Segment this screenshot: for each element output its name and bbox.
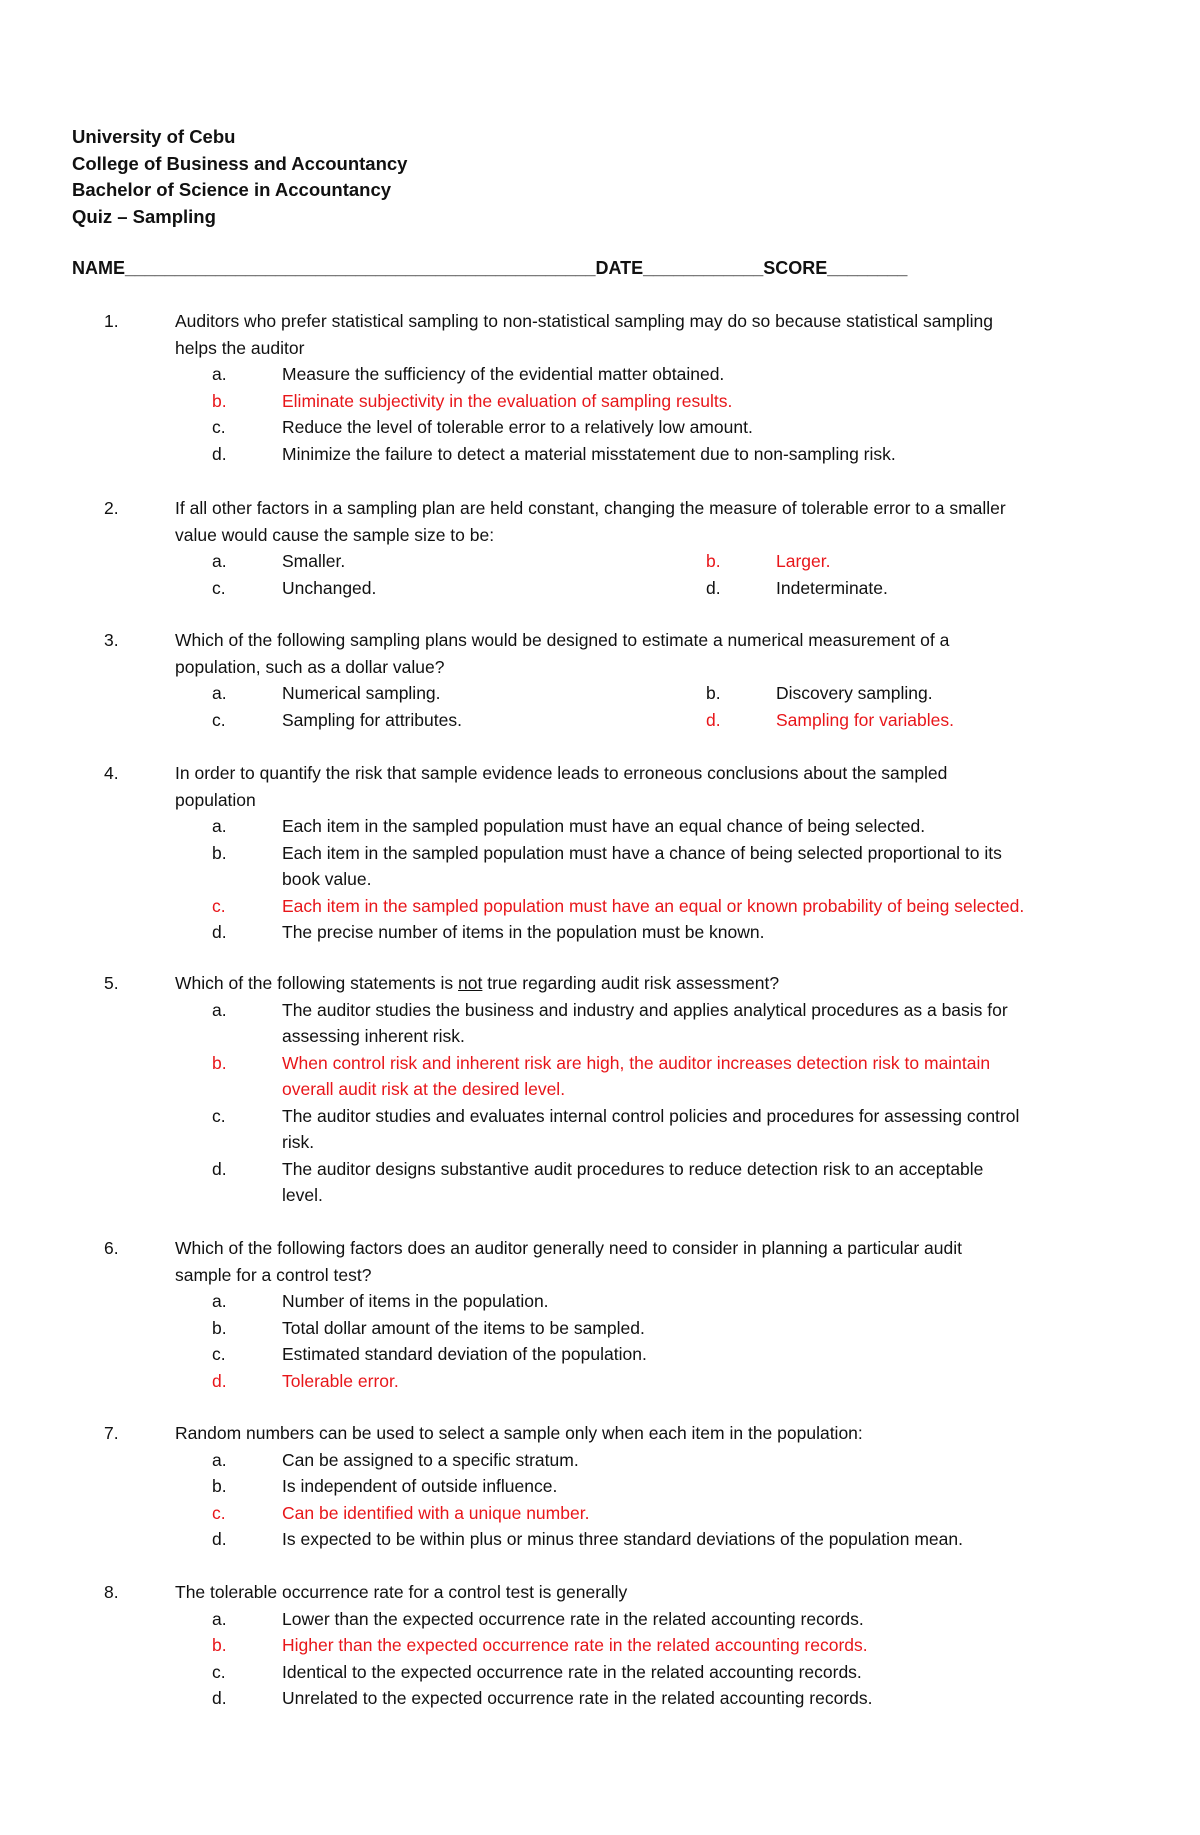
choice-d [0, 1156, 1200, 1183]
choice-c [0, 1341, 1200, 1368]
name-date-score-line: NAME_______________________________________________DATE____________SCORE________ [72, 258, 908, 278]
choice-b-text-continued: overall audit risk at the desired level. [282, 1079, 566, 1099]
document-header [72, 124, 407, 230]
choice-text: Each item in the sampled population must have a chance of being selected proportional to its [282, 842, 1002, 863]
choice-b-letter-answer: b. [706, 551, 721, 571]
choice-text: Identical to the expected occurrence rate in the related accounting records. [282, 1661, 862, 1682]
choice-d-text-answer: Sampling for variables. [776, 709, 954, 730]
question-text-continued: value would cause the sample size to be: [175, 524, 495, 545]
choice-text: The auditor studies the business and industry and applies analytical procedures as a basis for [282, 999, 1008, 1020]
program-name: Bachelor of Science in Accountancy [72, 179, 392, 200]
choice-letter: c. [212, 1502, 226, 1523]
question-5 [0, 970, 1200, 1209]
choice-d-letter-answer: d. [706, 709, 721, 730]
question-2 [0, 495, 1200, 601]
choice-b-answer [0, 1050, 1200, 1077]
question-text-continued: sample for a control test? [175, 1264, 372, 1285]
college-name: College of Business and Accountancy [72, 152, 408, 174]
question-text-continued: population, such as a dollar value? [175, 656, 445, 677]
choice-text: Eliminate subjectivity in the evaluation of sampling results. [282, 390, 733, 411]
quiz-title: Quiz – Sampling [72, 205, 216, 227]
question-text-part: true regarding audit risk assessment? [482, 973, 780, 993]
choice-c [0, 414, 1200, 441]
choice-text: Reduce the level of tolerable error to a relatively low amount. [282, 417, 753, 437]
choice-letter: c. [212, 417, 226, 437]
choice-text: Tolerable error. [282, 1370, 399, 1391]
question-text: In order to quantify the risk that sample evidence leads to erroneous conclusions about the sampled [175, 763, 948, 783]
question-number: 4. [104, 763, 119, 783]
choice-c-text-continued: risk. [282, 1132, 315, 1152]
question-number: 1. [104, 311, 119, 331]
choice-text: Measure the sufficiency of the evidential matter obtained. [282, 364, 725, 384]
choice-letter: a. [212, 364, 227, 384]
choice-c-letter: c. [212, 709, 226, 730]
choice-d-answer [0, 1368, 1200, 1395]
choice-c-text: Sampling for attributes. [282, 709, 462, 730]
university-name: University of Cebu [72, 126, 236, 147]
choice-text: The auditor designs substantive audit procedures to reduce detection risk to an acceptable [282, 1158, 984, 1179]
choice-b-text-answer: Larger. [776, 551, 831, 571]
choice-b-text-continued: book value. [282, 869, 372, 889]
question-text: Random numbers can be used to select a sample only when each item in the population: [175, 1423, 863, 1443]
choice-text: The auditor studies and evaluates internal control policies and procedures for assessing control [282, 1105, 1020, 1126]
question-text: Which of the following factors does an auditor generally need to consider in planning a particular audit [175, 1238, 963, 1258]
choice-letter: d. [212, 1688, 227, 1708]
choice-letter: b. [212, 1635, 227, 1655]
question-text: Which of the following sampling plans would be designed to estimate a numerical measurement of a [175, 630, 950, 650]
choice-letter: b. [212, 1052, 227, 1073]
choice-letter: c. [212, 1105, 226, 1126]
question-text: The tolerable occurrence rate for a control test is generally [175, 1582, 628, 1602]
question-text: If all other factors in a sampling plan are held constant, changing the measure of tolerable error to a smaller [175, 498, 1006, 518]
question-number: 5. [104, 973, 119, 993]
choice-letter: a. [212, 1291, 227, 1311]
choice-c-letter: c. [212, 577, 226, 598]
question-number: 6. [104, 1238, 119, 1258]
choice-text: Can be identified with a unique number. [282, 1502, 590, 1523]
choice-a [0, 1447, 1200, 1474]
choice-letter: d. [212, 922, 227, 942]
choice-a [0, 361, 1200, 388]
question-text-part: Which of the following statements is [175, 973, 459, 993]
choice-a-letter: a. [212, 683, 227, 703]
choice-c-answer [0, 1500, 1200, 1527]
choice-letter: b. [212, 1317, 227, 1338]
choice-c-answer [0, 893, 1200, 920]
choice-letter: c. [212, 895, 226, 916]
question-number: 3. [104, 630, 119, 650]
choice-b-text: Discovery sampling. [776, 683, 933, 703]
question-text [175, 970, 779, 997]
choice-letter: c. [212, 1661, 226, 1682]
choice-b [0, 840, 1200, 867]
choice-letter: d. [212, 1529, 227, 1549]
choice-letter: b. [212, 390, 227, 411]
choice-text: Is expected to be within plus or minus three standard deviations of the population mean. [282, 1529, 963, 1549]
choice-a-text-continued: assessing inherent risk. [282, 1026, 465, 1046]
choice-text: Lower than the expected occurrence rate in the related accounting records. [282, 1608, 864, 1629]
question-7 [0, 1420, 1200, 1553]
question-3 [0, 627, 1200, 733]
choice-b-letter: b. [706, 683, 721, 703]
choice-text: The precise number of items in the population must be known. [282, 922, 765, 942]
choice-b-answer [0, 388, 1200, 415]
underlined-word: not [458, 973, 483, 993]
choice-text: Each item in the sampled population must have an equal or known probability of being selected. [282, 895, 1025, 916]
choice-letter: a. [212, 1608, 227, 1629]
choice-letter: b. [212, 1476, 227, 1496]
choice-a-letter: a. [212, 551, 227, 571]
question-number: 7. [104, 1423, 119, 1443]
choice-letter: a. [212, 999, 227, 1020]
choice-c [0, 1103, 1200, 1130]
choice-a [0, 997, 1200, 1024]
choice-d [0, 1685, 1200, 1712]
choice-c [0, 1659, 1200, 1686]
question-8 [0, 1579, 1200, 1712]
question-4 [0, 760, 1200, 946]
choice-text: Total dollar amount of the items to be sampled. [282, 1317, 645, 1338]
choice-d [0, 441, 1200, 468]
choice-text: When control risk and inherent risk are high, the auditor increases detection risk to maintain [282, 1052, 991, 1073]
choice-letter: b. [212, 842, 227, 863]
choice-text: Number of items in the population. [282, 1291, 549, 1311]
question-text-continued: population [175, 789, 256, 810]
question-text-continued: helps the auditor [175, 337, 305, 358]
choice-text: Estimated standard deviation of the population. [282, 1344, 647, 1364]
question-text: Auditors who prefer statistical sampling to non-statistical sampling may do so because statistical sampling [175, 311, 994, 331]
choice-text: Minimize the failure to detect a material misstatement due to non-sampling risk. [282, 443, 896, 464]
choice-a-text: Numerical sampling. [282, 683, 441, 703]
choice-d [0, 919, 1200, 946]
choice-d-text: Indeterminate. [776, 577, 888, 598]
choice-b-answer [0, 1632, 1200, 1659]
choice-a [0, 1606, 1200, 1633]
choice-c-text: Unchanged. [282, 577, 377, 598]
choice-b [0, 1473, 1200, 1500]
question-1 [0, 308, 1200, 467]
question-number: 2. [104, 498, 119, 518]
choice-d-letter: d. [706, 577, 721, 598]
choice-text: Each item in the sampled population must have an equal chance of being selected. [282, 816, 926, 836]
question-6 [0, 1235, 1200, 1394]
choice-letter: a. [212, 816, 227, 836]
choice-letter: d. [212, 443, 227, 464]
choice-b [0, 1315, 1200, 1342]
choice-text: Can be assigned to a specific stratum. [282, 1449, 579, 1470]
choice-a [0, 1288, 1200, 1315]
question-number: 8. [104, 1582, 119, 1602]
choice-letter: a. [212, 1449, 227, 1470]
choice-letter: d. [212, 1370, 227, 1391]
choice-letter: d. [212, 1158, 227, 1179]
choice-letter: c. [212, 1344, 226, 1364]
choice-text: Is independent of outside influence. [282, 1476, 558, 1496]
choice-a-text: Smaller. [282, 551, 346, 571]
choice-a [0, 813, 1200, 840]
choice-d-text-continued: level. [282, 1185, 323, 1205]
choice-text: Higher than the expected occurrence rate in the related accounting records. [282, 1635, 868, 1655]
choice-text: Unrelated to the expected occurrence rate in the related accounting records. [282, 1688, 873, 1708]
choice-d [0, 1526, 1200, 1553]
